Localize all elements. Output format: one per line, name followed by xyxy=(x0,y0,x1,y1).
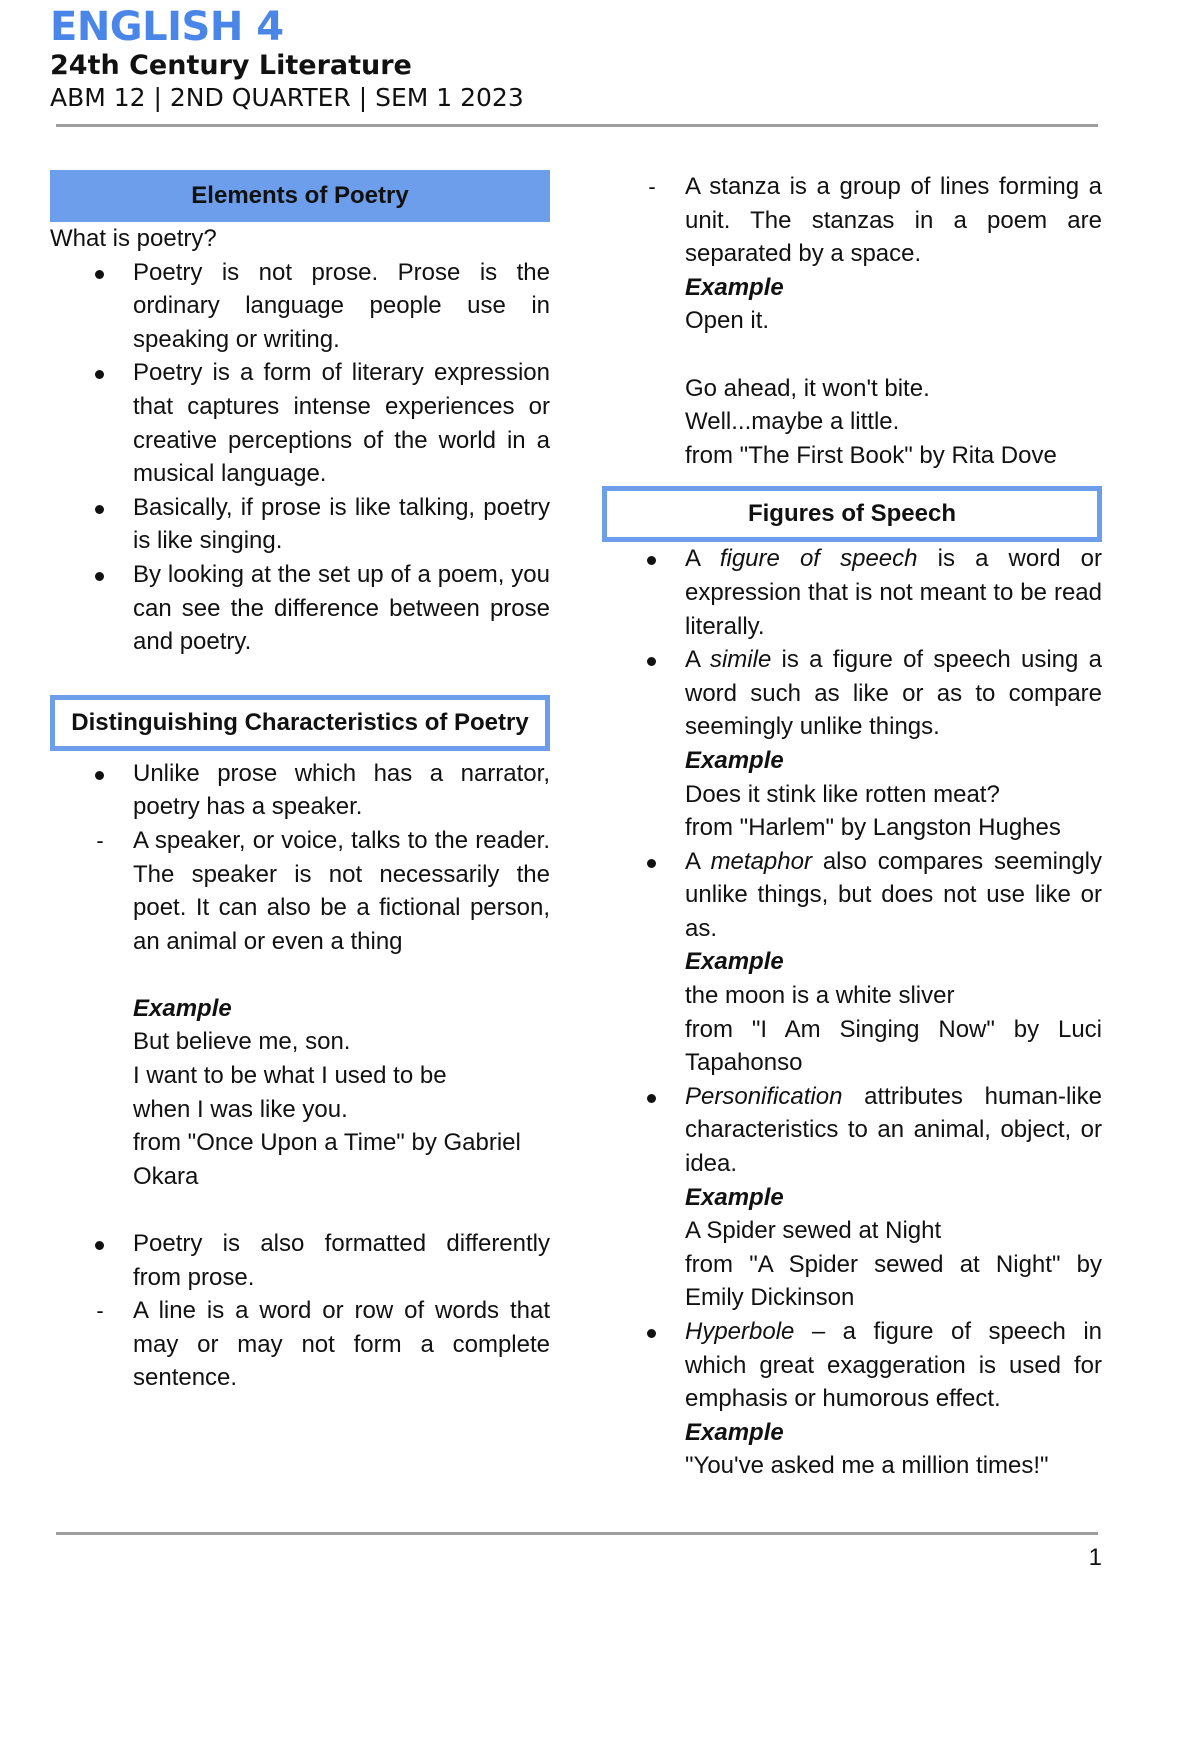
list-item: Basically, if prose is like talking, poetry is like singing. xyxy=(133,493,550,555)
document-meta: ABM 12 | 2ND QUARTER | SEM 1 2023 xyxy=(50,83,524,112)
example-line: Go ahead, it won't bite. xyxy=(685,374,930,402)
example-label: Example xyxy=(685,948,784,976)
list-item: Personification attributes human-like characteristics to an animal, object, or idea. xyxy=(685,1082,1102,1178)
list-item: A figure of speech is a word or expression that is not meant to be read literally. xyxy=(685,545,1103,640)
example-line: Open it. xyxy=(685,307,770,335)
document-subtitle: 24th Century Literature xyxy=(50,50,412,81)
example-line: A Spider sewed at Night xyxy=(685,1217,942,1245)
page-number: 1 xyxy=(1088,1544,1102,1571)
example-source: from "I Am Singing Now" by Luci Tapahonso xyxy=(685,1015,1102,1077)
example-line: the moon is a white sliver xyxy=(685,982,955,1010)
example-line: Well...maybe a little. xyxy=(685,408,900,436)
document-header xyxy=(50,4,524,113)
example-source: from "A Spider sewed at Night" by Emily Dickinson xyxy=(685,1250,1102,1312)
list-item: Hyperbole – a figure of speech in which great exaggeration is used for emphasis or humorous effect. xyxy=(685,1318,1102,1413)
list-item: A metaphor also compares seemingly unlike things, but does not use like or as. xyxy=(685,847,1103,942)
list-item: Unlike prose which has a narrator, poetry has a speaker. xyxy=(133,759,550,821)
section-heading-elements: Elements of Poetry xyxy=(50,170,550,222)
left-column xyxy=(50,170,550,1395)
section-heading-distinguishing: Distinguishing Characteristics of Poetry xyxy=(50,695,550,751)
example-label: Example xyxy=(685,1418,784,1446)
example-source: from "The First Book" by Rita Dove xyxy=(685,441,1057,469)
example-line: when I was like you. xyxy=(133,1095,348,1123)
list-item: - A line is a word or row of words that may or may not form a complete sentence. xyxy=(50,1294,550,1395)
dash-icon: - xyxy=(648,174,656,199)
example-line: Does it stink like rotten meat? xyxy=(685,780,1000,808)
example-line: I want to be what I used to be xyxy=(133,1062,447,1090)
footer-divider xyxy=(56,1532,1098,1535)
list-item: Poetry is not prose. Prose is the ordinary language people use in speaking or writing. xyxy=(133,258,550,353)
example-label: Example xyxy=(685,273,784,301)
list-item: - A stanza is a group of lines forming a unit. The stanzas in a poem are separated by a space. xyxy=(602,170,1102,271)
section-heading-figures: Figures of Speech xyxy=(602,486,1102,542)
list-item: Poetry is also formatted differently from prose. xyxy=(133,1230,550,1291)
example-label: Example xyxy=(685,746,784,774)
example-source: from "Harlem" by Langston Hughes xyxy=(685,814,1061,842)
dash-icon: - xyxy=(96,827,104,853)
example-label: Example xyxy=(133,994,232,1022)
example-source: from "Once Upon a Time" by Gabriel Okara xyxy=(133,1129,521,1190)
list-item: - A speaker, or voice, talks to the reader. The speaker is not necessarily the poet. It can also be a fictional person, an animal or even a thing xyxy=(50,824,550,958)
document-title: ENGLISH 4 xyxy=(50,4,284,50)
example-line: But believe me, son. xyxy=(133,1028,351,1056)
list-item: By looking at the set up of a poem, you can see the difference between prose and poetry. xyxy=(133,560,550,656)
right-column xyxy=(602,170,1102,1483)
list-item: Poetry is a form of literary expression that captures intense experiences or creative perceptions of the world in a musical language. xyxy=(133,359,550,488)
list-item: A simile is a figure of speech using a word such as like or as to compare seemingly unlike things. xyxy=(685,646,1102,741)
header-divider xyxy=(56,124,1098,127)
question-text: What is poetry? xyxy=(50,225,217,252)
dash-icon: - xyxy=(96,1298,104,1324)
example-label: Example xyxy=(685,1183,784,1211)
example-line: "You've asked me a million times!" xyxy=(685,1452,1049,1480)
